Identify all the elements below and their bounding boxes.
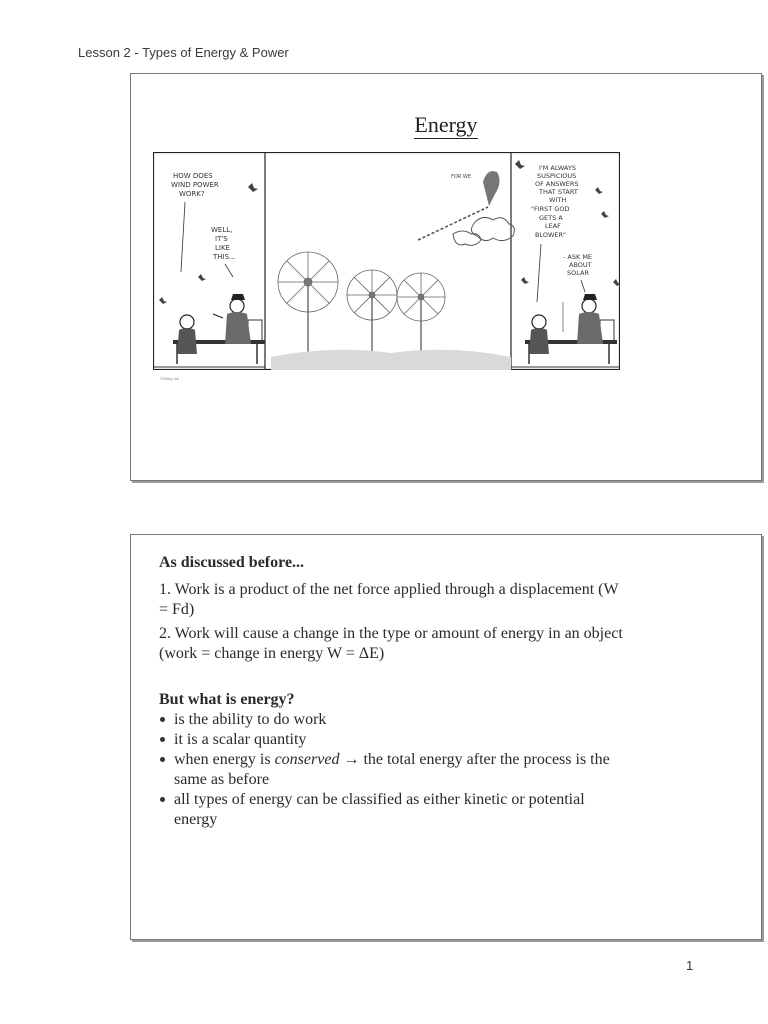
comic-p1-answer-line-4: THIS...	[213, 253, 236, 261]
bullet-text: all types of energy can be classified as either kinetic or potential energy	[174, 791, 585, 828]
comic-p3-caption-line-6: "FIRST GOD	[531, 205, 570, 213]
slide-title	[131, 112, 761, 138]
point-work-change: 2. Work will cause a change in the type or amount of energy in an object (work = change in energy W = ΔE)	[159, 625, 623, 662]
comic-strip	[153, 152, 620, 370]
bullet-dot-icon	[160, 717, 165, 722]
list-item	[159, 730, 629, 750]
heading-discussed-before: As discussed before...	[159, 554, 305, 571]
bullet-dot-icon	[160, 757, 165, 762]
comic-p3-caption-line-7: GETS A	[539, 214, 563, 222]
bullet-text: it is a scalar quantity	[174, 731, 307, 748]
comic-p3-caption-line-8: LEAF	[545, 222, 561, 230]
bullet-dot-icon	[160, 797, 165, 802]
page-header: Lesson 2 - Types of Energy & Power	[78, 45, 289, 60]
slide-content	[159, 553, 629, 830]
comic-p3-reply-line-3: SOLAR	[567, 269, 589, 277]
comic-p3-caption-line-5: WITH	[549, 196, 567, 204]
comic-p3-reply-line-1: - ASK ME	[563, 253, 593, 261]
bullet-dot-icon	[160, 737, 165, 742]
bullet-text-emphasis: conserved	[274, 751, 340, 768]
comic-p3-caption-line-9: BLOWER"	[535, 231, 567, 239]
bullet-text-prefix: when energy is	[174, 751, 275, 768]
comic-p3-caption-line-1: I'M ALWAYS	[539, 164, 576, 172]
list-item	[159, 790, 629, 830]
comic-p3-caption-line-2: SUSPICIOUS	[537, 172, 577, 180]
comic-p1-answer-line-1: WELL,	[211, 226, 233, 234]
list-item	[159, 750, 629, 790]
comic-p1-question-line-3: WORK?	[179, 190, 205, 198]
comic-p3-reply-line-2: ABOUT	[569, 261, 592, 269]
energy-bullet-list	[159, 710, 629, 830]
bullet-text: is the ability to do work	[174, 711, 327, 728]
question-what-is-energy: But what is energy?	[159, 691, 295, 708]
slide-title-text: Energy	[414, 112, 478, 137]
comic-p3-caption-line-4: THAT START	[539, 188, 578, 196]
point-work-product: 1. Work is a product of the net force applied through a displacement (W = Fd)	[159, 581, 619, 618]
page-number: 1	[686, 958, 694, 973]
comic-credit: ©Wiley Ink	[160, 376, 180, 381]
comic-p1-question-line-2: WIND POWER	[171, 181, 219, 189]
slide-what-is-energy	[130, 534, 762, 940]
comic-p2-sky-text: FOR WE	[451, 174, 471, 180]
list-item	[159, 710, 629, 730]
comic-p1-question-line-1: HOW DOES	[173, 172, 213, 180]
comic-p1-answer-line-2: IT'S	[215, 235, 228, 243]
bullet-text-suffix: → the total energy after the process is the same as before	[174, 751, 610, 788]
comic-p3-caption-line-3: OF ANSWERS	[535, 180, 579, 188]
slide-energy	[130, 73, 762, 481]
comic-p1-answer-line-3: LIKE	[215, 244, 230, 252]
